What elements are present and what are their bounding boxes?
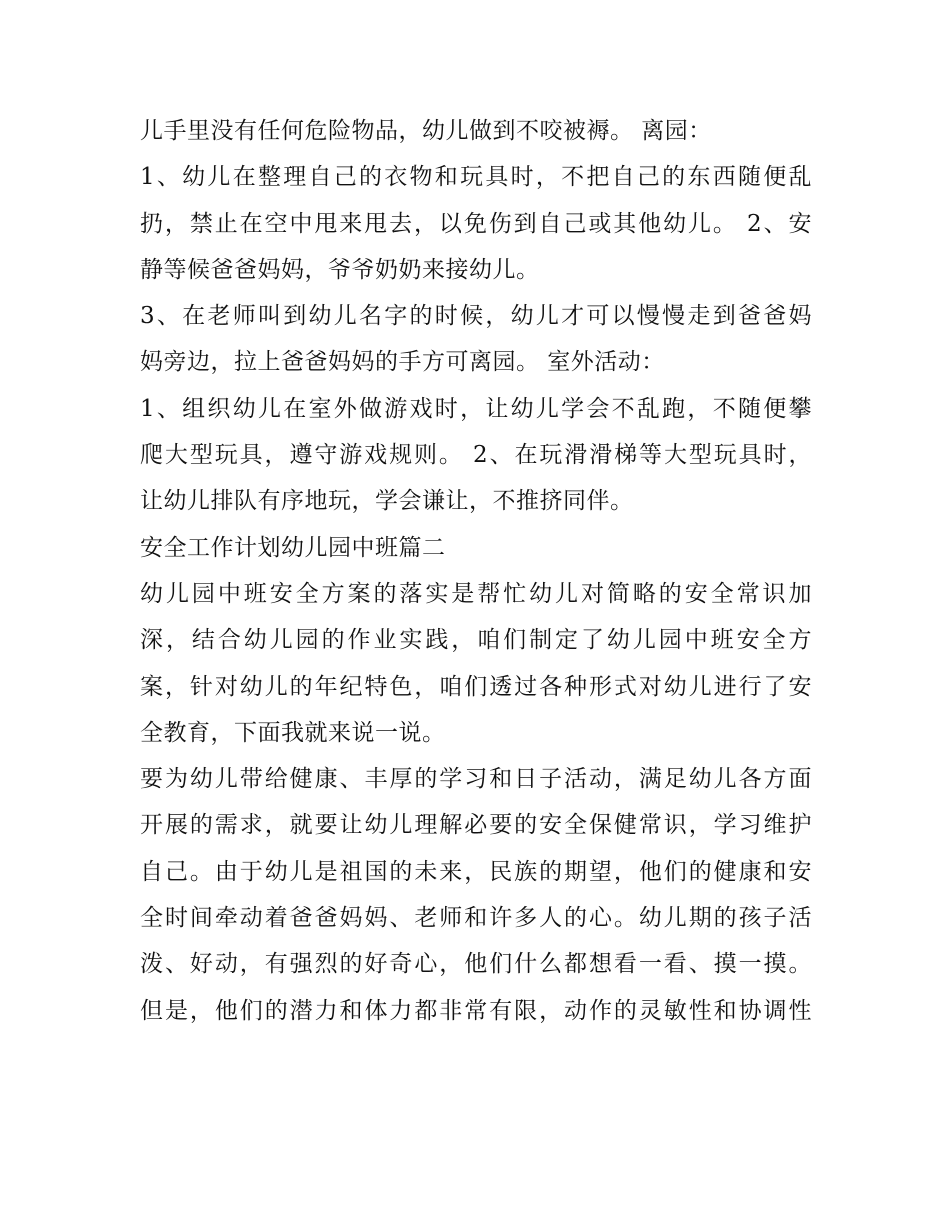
text-line: 开展的需求，就要让幼儿理解必要的安全保健常识，学习维护 (140, 812, 812, 839)
section-heading: 安全工作计划幼儿园中班篇二 (140, 534, 446, 561)
text-line: 全时间牵动着爸爸妈妈、老师和许多人的心。幼儿期的孩子活 (140, 905, 812, 932)
text-line: 幼儿园中班安全方案的落实是帮忙幼儿对简略的安全常识加 (140, 580, 812, 607)
text-line: 全教育，下面我就来说一说。 (140, 719, 446, 746)
text-line: 让幼儿排队有序地玩，学会谦让，不推挤同伴。 (140, 488, 634, 515)
text-line: 1、组织幼儿在室外做游戏时，让幼儿学会不乱跑，不随便攀 (140, 395, 812, 422)
text-line: 泼、好动，有强烈的好奇心，他们什么都想看一看、摸一摸。 (140, 951, 812, 978)
text-line: 自己。由于幼儿是祖国的未来，民族的期望，他们的健康和安 (140, 858, 812, 885)
text-line: 儿手里没有任何危险物品，幼儿做到不咬被褥。 离园： (140, 118, 712, 144)
text-line: 3、在老师叫到幼儿名字的时候，幼儿才可以慢慢走到爸爸妈 (140, 303, 812, 330)
text-line: 爬大型玩具，遵守游戏规则。 2、在玩滑滑梯等大型玩具时， (140, 442, 812, 469)
text-line: 妈旁边，拉上爸爸妈妈的手方可离园。 室外活动： (140, 349, 665, 376)
text-line: 深，结合幼儿园的作业实践，咱们制定了幼儿园中班安全方 (140, 627, 812, 654)
text-line: 但是，他们的潜力和体力都非常有限，动作的灵敏性和协调性 (140, 997, 812, 1024)
text-line: 扔，禁止在空中甩来甩去，以免伤到自己或其他幼儿。 2、安 (140, 210, 812, 237)
text-line: 要为幼儿带给健康、丰厚的学习和日子活动，满足幼儿各方面 (140, 766, 812, 793)
text-line: 1、幼儿在整理自己的衣物和玩具时，不把自己的东西随便乱 (140, 164, 812, 191)
text-line: 静等候爸爸妈妈，爷爷奶奶来接幼儿。 (140, 256, 540, 283)
document-body (140, 108, 812, 1034)
text-line: 案，针对幼儿的年纪特色，咱们透过各种形式对幼儿进行了安 (140, 673, 812, 700)
